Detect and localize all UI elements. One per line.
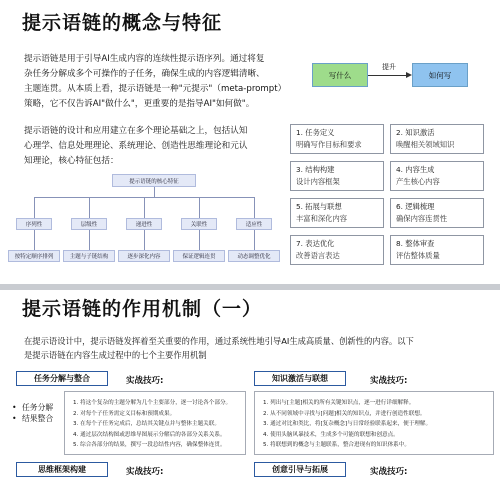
flow-box-how-to-write: 如何写 (412, 63, 468, 87)
feature-card (290, 198, 384, 228)
card-title-creative-guidance: 创意引导与拓展 (254, 462, 346, 477)
feature-title: 5. 拓展与联想 (296, 202, 342, 211)
tree-leaf: 保证逻辑连贯 (173, 250, 225, 262)
tip-item: 1. 将这个复杂的主题分解为几个主要部分，逐一讨论各个部分。 (73, 400, 232, 406)
tree-node: 递进性 (126, 218, 162, 230)
task-decomposition-tips (64, 391, 246, 455)
feature-desc: 产生核心内容 (396, 177, 440, 186)
card-title-framework-building: 思维框架构建 (16, 462, 108, 477)
feature-desc: 唤醒相关领域知识 (396, 140, 455, 149)
tips-label: 实战技巧: (370, 376, 408, 386)
feature-title: 3. 结构构建 (296, 165, 335, 174)
tree-connector (199, 197, 200, 218)
tree-node: 关联性 (181, 218, 217, 230)
tip-item: 2. 对每个子任务需定义目标和预期成果。 (73, 410, 176, 417)
tree-leaf: 逐步深化内容 (118, 250, 170, 262)
tips-label: 实战技巧: (126, 467, 164, 477)
tree-connector (144, 197, 145, 218)
feature-title: 8. 整体审查 (396, 239, 435, 248)
tip-item: 4. 使用头脑风暴技术，生成多个可能的联想和创意点。 (263, 431, 399, 438)
card-title-knowledge-activation: 知识激活与联想 (254, 371, 346, 386)
slide1-title: 提示语链的概念与特征 (22, 12, 223, 34)
intro-line: 提示语链是用于引导AI生成内容的连续性提示语序列。通过将复 (24, 54, 265, 64)
intro-line: 主题连贯。从本质上看，提示语链是一种"元提示"（meta-prompt） (24, 84, 287, 94)
feature-card (290, 124, 384, 154)
tip-item: 4. 通过层次结构图或思维导图展示分解后的各部分关系关系。 (73, 431, 226, 438)
tree-connector (144, 230, 145, 250)
feature-desc: 设计内容框架 (296, 177, 340, 186)
feature-card (290, 235, 384, 265)
tree-connector (254, 197, 255, 218)
tip-item: 5. 综合各部分的结果，撰写一段总结性内容，确保整体连贯。 (73, 442, 226, 448)
intro-line: 杂任务分解成多个可操作的子任务，确保生成的内容逻辑清晰、 (24, 69, 265, 79)
feature-title: 4. 内容生成 (396, 165, 435, 174)
tree-leaf: 按特定顺序排列 (8, 250, 60, 262)
tip-item: 2. 从不同领域中寻找与[问题]相关的知识点，并进行创造性联想。 (263, 410, 426, 417)
flow-box-what-to-write: 写什么 (312, 63, 368, 87)
tip-item: 1. 列出与[主题]相关的所有关键知识点，逐一进行详细解释。 (263, 400, 415, 406)
tree-node: 适应性 (236, 218, 272, 230)
feature-title: 2. 知识激活 (396, 128, 435, 137)
feature-desc: 明确写作目标和要求 (296, 140, 362, 149)
tree-connector (254, 230, 255, 250)
bullet-item: • 结果整合 (12, 413, 53, 424)
slide2-intro-line: 是提示语链在内容生成过程中的七个主要作用机制 (24, 350, 207, 360)
tip-item: 3. 通过对比和类比，将[复杂概念]与日常经验联系起来，便于理解。 (263, 421, 432, 427)
feature-title: 1. 任务定义 (296, 128, 335, 137)
slide2-title: 提示语链的作用机制（一） (22, 298, 263, 320)
feature-desc: 丰富和深化内容 (296, 214, 348, 223)
flow-arrow-label: 提升 (382, 63, 396, 71)
task-decomposition-bullets (12, 402, 53, 424)
intro-line: 策略，它不仅告诉AI"做什么"，更重要的是指导AI"如何做"。 (24, 99, 255, 109)
feature-card (390, 124, 484, 154)
flow-arrow (368, 75, 410, 76)
feature-card (390, 235, 484, 265)
tree-connector (34, 197, 35, 218)
tree-connector (89, 230, 90, 250)
feature-desc: 评估整体质量 (396, 251, 440, 260)
feature-card (390, 198, 484, 228)
tree-connector (154, 187, 155, 197)
tips-label: 实战技巧: (370, 467, 408, 477)
slide2-intro (24, 334, 494, 362)
feature-desc: 改善语言表达 (296, 251, 340, 260)
theory-line: 心理学、信息处理理论、系统理论、创造性思维理论和元认 (24, 141, 248, 151)
slide2-intro-line: 在提示语设计中，提示语链发挥着至关重要的作用，通过系统性地引导AI生成高质量、创新性的内容。以下 (24, 336, 414, 346)
tree-leaf: 主题与子链结构 (63, 250, 115, 262)
knowledge-activation-tips (254, 391, 494, 455)
feature-title: 6. 逻辑梳理 (396, 202, 435, 211)
theory-line: 提示语链的设计和应用建立在多个理论基础之上，包括认知 (24, 126, 248, 136)
feature-card (390, 161, 484, 191)
feature-title: 7. 表达优化 (296, 239, 335, 248)
theory-line: 知理论，核心特征包括： (24, 156, 119, 166)
slide-mechanism-part-1 (0, 290, 500, 488)
tips-label: 实战技巧: (126, 376, 164, 386)
tree-connector (89, 197, 90, 218)
card-title-task-decomposition: 任务分解与整合 (16, 371, 108, 386)
bullet-item: • 任务分解 (12, 402, 53, 413)
tree-root: 提示语链的核心特征 (112, 174, 196, 187)
feature-card (290, 161, 384, 191)
feature-desc: 确保内容连贯性 (396, 214, 448, 223)
tree-connector (34, 230, 35, 250)
tree-leaf: 动态调整优化 (228, 250, 280, 262)
theory-paragraph (24, 124, 280, 169)
tree-node: 序列性 (16, 218, 52, 230)
intro-paragraph (24, 52, 306, 112)
tree-node: 层级性 (71, 218, 107, 230)
tip-item: 3. 在每个子任务完成后，总结其关键点并与整体主题关联。 (73, 421, 220, 427)
tip-item: 5. 将联想到的概念与主题联系，整合进现有的知识体系中。 (263, 442, 410, 448)
tree-connector (199, 230, 200, 250)
